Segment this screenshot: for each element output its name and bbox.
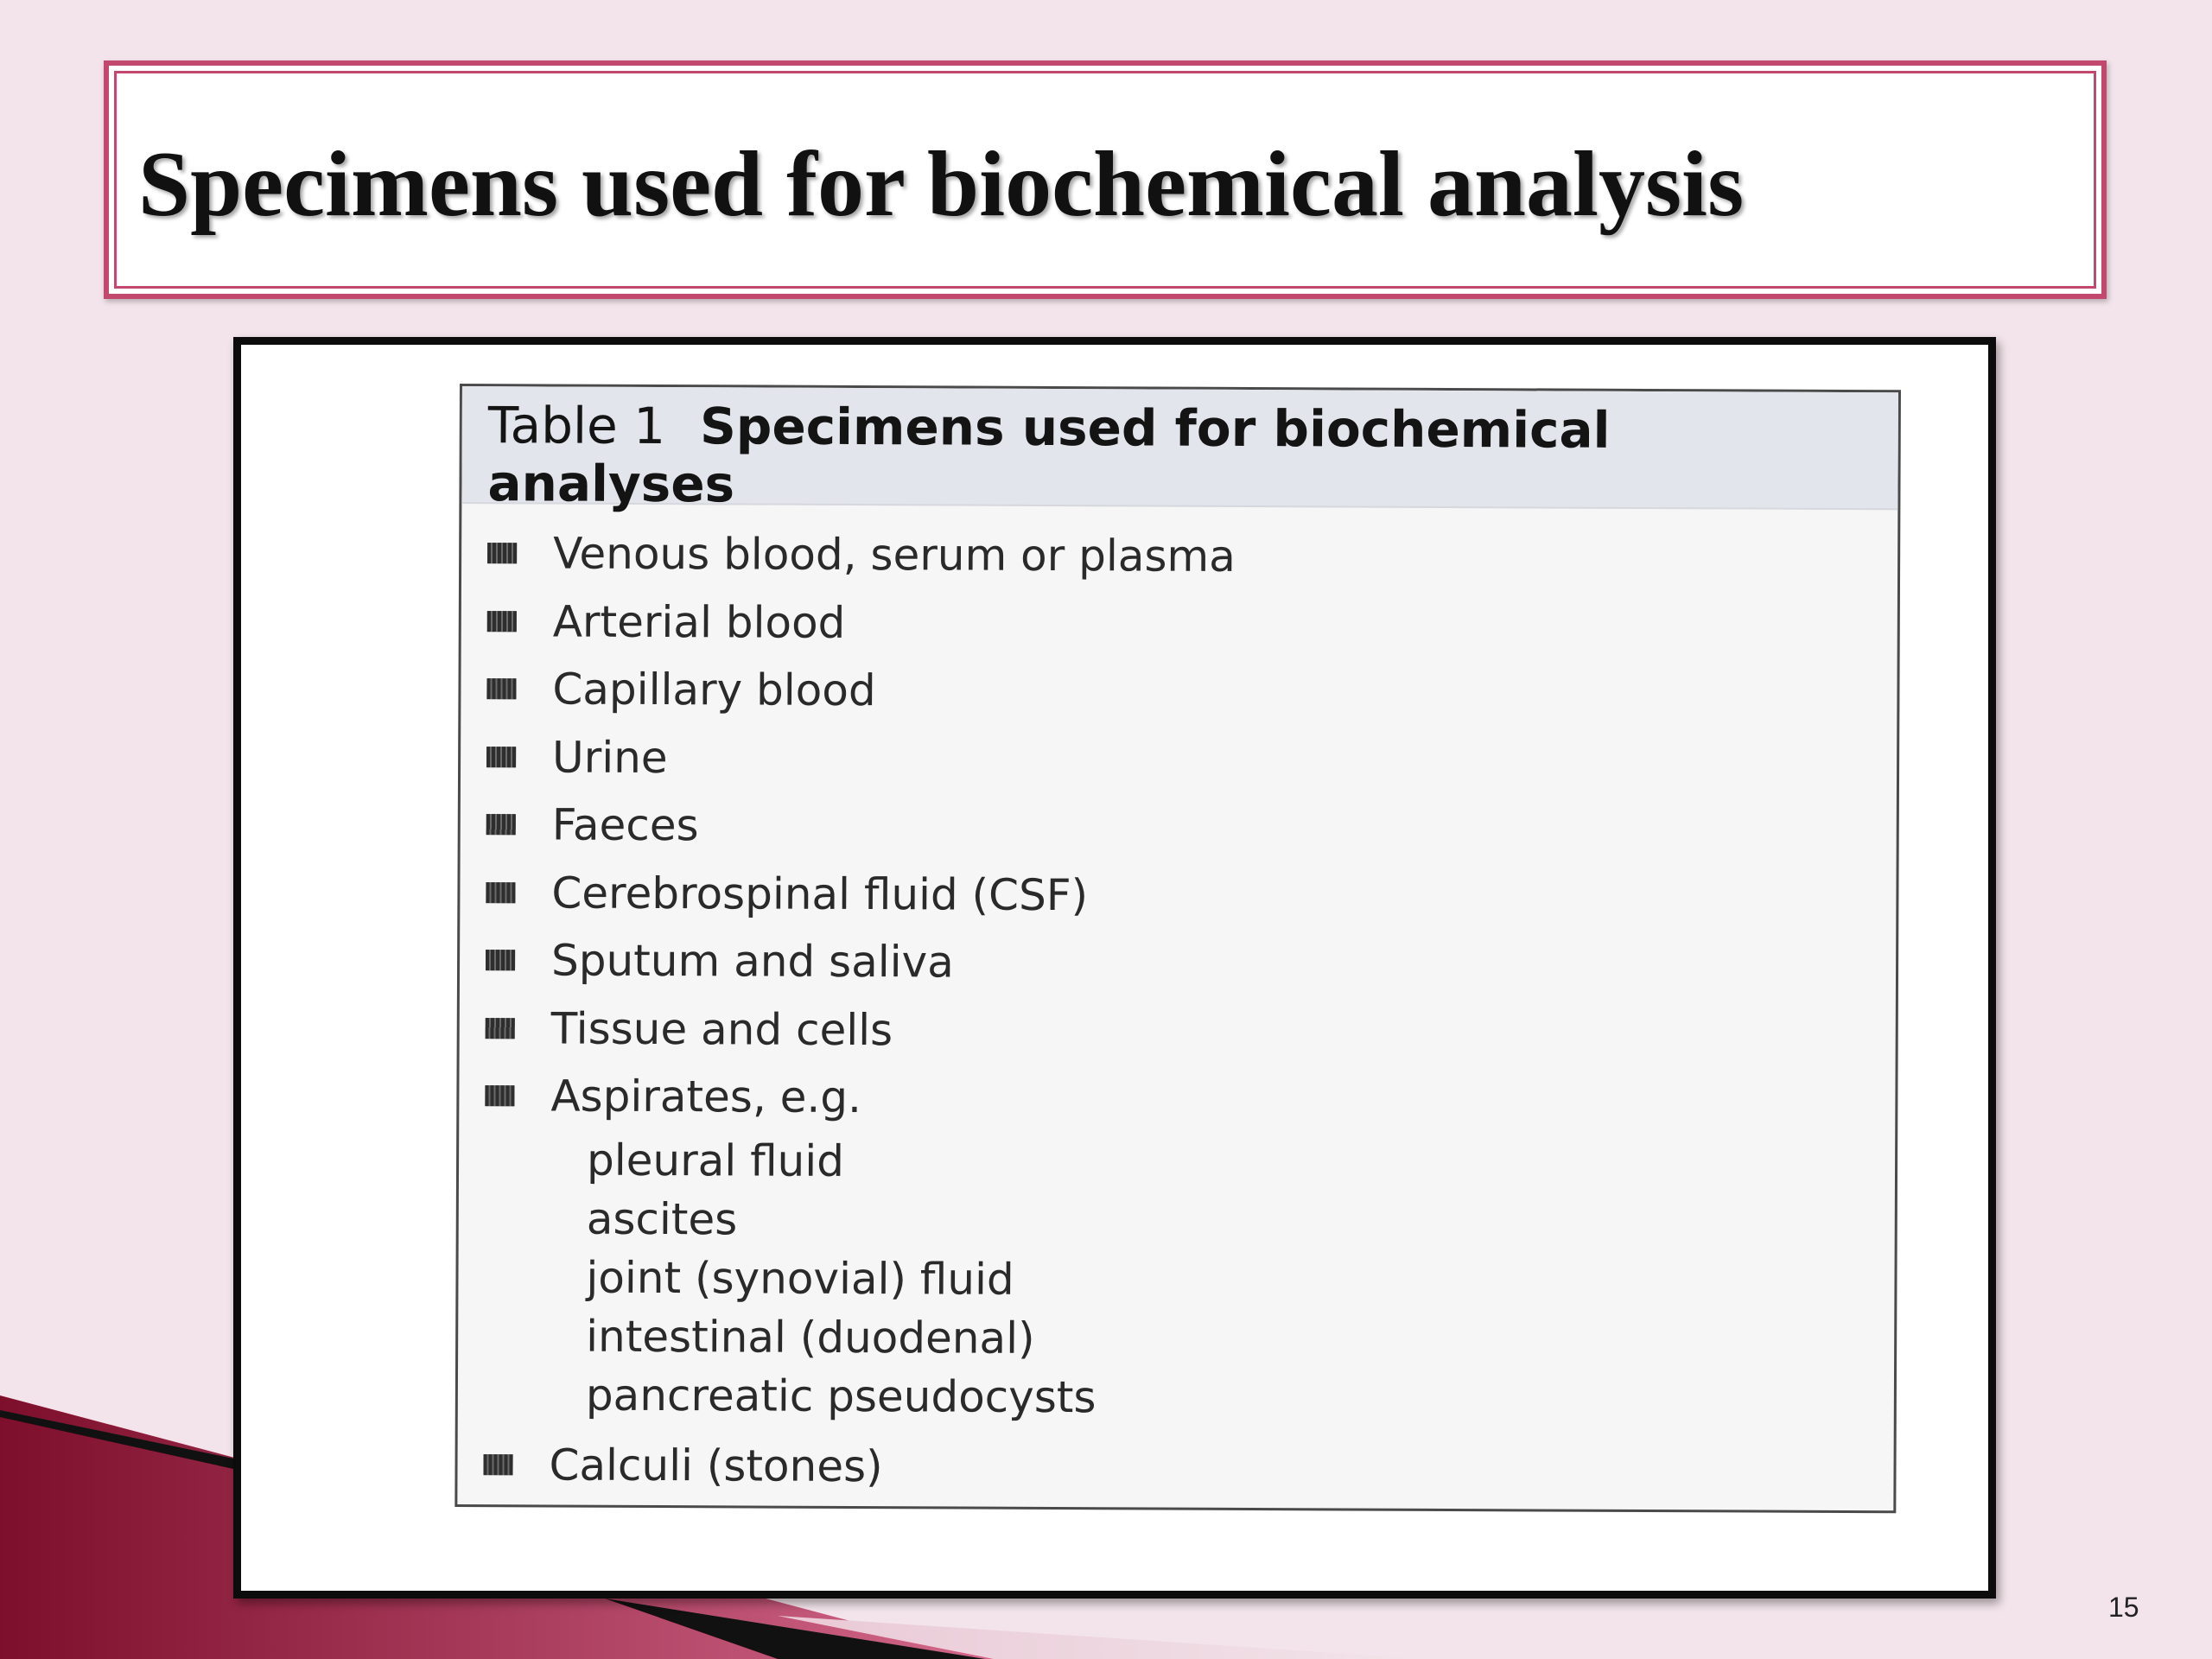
square-bullet-icon	[486, 882, 515, 903]
list-item-label: Tissue and cells	[550, 1003, 893, 1055]
aspirate-examples-list	[458, 1130, 1895, 1430]
list-item	[485, 1062, 1895, 1136]
list-item-label: Capillary blood	[552, 664, 876, 716]
square-bullet-icon	[486, 950, 515, 970]
list-item-label: Urine	[551, 732, 668, 783]
square-bullet-icon	[487, 611, 517, 632]
list-item	[487, 588, 1897, 662]
list-item	[486, 995, 1896, 1069]
table-title-line1: Specimens used for biochemical	[699, 397, 1611, 460]
slide-title: Specimens used for biochemical analysis	[138, 133, 1745, 236]
list-item	[486, 926, 1896, 1001]
table-image-frame	[233, 337, 1996, 1599]
aspirate-example: pleural fluid	[586, 1135, 845, 1186]
square-bullet-icon	[486, 814, 516, 835]
list-item	[486, 791, 1897, 865]
aspirate-example: joint (synovial) fluid	[586, 1252, 1014, 1305]
aspirate-example: intestinal (duodenal)	[586, 1311, 1035, 1363]
square-bullet-icon	[486, 1018, 515, 1039]
list-item	[486, 723, 1897, 798]
square-bullet-icon	[486, 678, 516, 699]
table-label: Table 1	[487, 396, 666, 456]
specimen-list	[459, 504, 1897, 1136]
list-item-label: Sputum and saliva	[550, 935, 954, 988]
aspirate-example: ascites	[586, 1193, 738, 1244]
list-item	[486, 655, 1897, 729]
list-item	[486, 859, 1896, 933]
specimens-table	[454, 384, 1901, 1513]
list-item-label: Faeces	[551, 799, 699, 851]
list-item-label: Arterial blood	[552, 596, 846, 648]
specimen-list-continued	[457, 1431, 1893, 1505]
square-bullet-icon	[485, 1085, 514, 1106]
list-item-label: Cerebrospinal fluid (CSF)	[551, 868, 1089, 920]
list-item	[483, 1431, 1893, 1505]
square-bullet-icon	[487, 543, 517, 563]
list-item	[487, 519, 1897, 594]
square-bullet-icon	[483, 1454, 512, 1475]
table-header	[461, 386, 1898, 514]
slide-number: 15	[2108, 1592, 2139, 1623]
list-item-label: Aspirates, e.g.	[550, 1071, 862, 1123]
square-bullet-icon	[486, 747, 516, 767]
aspirate-example: pancreatic pseudocysts	[585, 1370, 1096, 1422]
list-item-label: Venous blood, serum or plasma	[553, 528, 1236, 582]
list-item-label: Calculi (stones)	[549, 1440, 883, 1491]
slide-title-box	[104, 60, 2107, 299]
table-title-line2: analyses	[487, 454, 735, 514]
